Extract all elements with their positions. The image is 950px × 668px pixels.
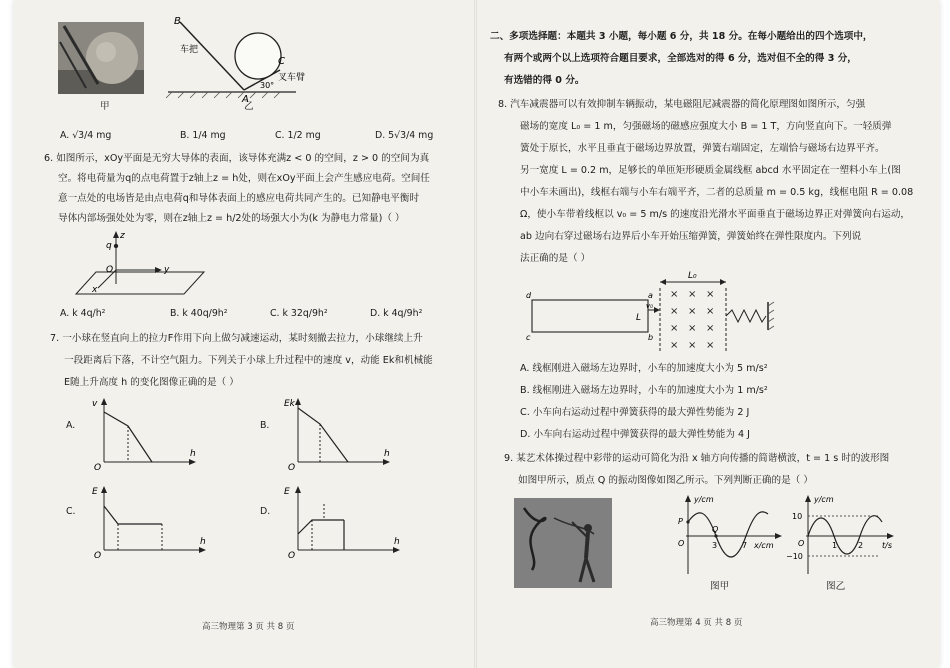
wave-jia-yaxis: y/cm bbox=[694, 495, 714, 504]
q6-label-O: O bbox=[106, 265, 114, 275]
svg-text:×: × bbox=[706, 323, 715, 334]
q8-label-a: a bbox=[648, 291, 653, 300]
q6-line-2: 空。将电荷量为q的点电荷置于z轴上z = h处，则在xOy平面上会产生感应电荷。空间任 bbox=[58, 173, 430, 184]
q8-label-L: L bbox=[636, 313, 642, 323]
q7b-origin: O bbox=[288, 463, 296, 470]
q8-line-5: 中小车未画出)，线框右端与小车右端平齐，二者的总质量 m = 0.5 kg，线框电阻 R = 0.08 bbox=[520, 187, 914, 198]
q8-option-a: A. 线框刚进入磁场左边界时，小车的加速度大小为 5 m/s² bbox=[520, 363, 768, 374]
q7-graph-b-label: B. bbox=[260, 420, 270, 431]
q5-option-b: B. 1/4 mg bbox=[180, 130, 226, 141]
wave-yi-tick-10: 10 bbox=[792, 512, 803, 521]
wave-yi-tick-2: 2 bbox=[858, 541, 864, 550]
q6-option-d: D. k 4q/9h² bbox=[370, 308, 423, 319]
q7a-xaxis: h bbox=[190, 449, 196, 459]
q6-option-b: B. k 40q/9h² bbox=[170, 308, 228, 319]
center-fold bbox=[474, 0, 477, 668]
svg-text:×: × bbox=[688, 306, 697, 317]
wave-yi-xaxis: t/s bbox=[882, 541, 892, 550]
section2-line-2: 有两个或两个以上选项符合题目要求，全部选对的得 6 分，选对但不全的得 3 分， bbox=[504, 53, 857, 64]
wave-yi-caption: 图乙 bbox=[826, 581, 846, 592]
q8-line-7: ab 边向右穿过磁场右边界后小车开始压缩弹簧，弹簧始终在弹性限度内。下列说 bbox=[520, 231, 862, 242]
q8-figure bbox=[520, 266, 780, 356]
svg-text:×: × bbox=[688, 340, 697, 351]
q6-label-z: z bbox=[120, 231, 125, 241]
q6-option-c: C. k 32q/9h² bbox=[270, 308, 328, 319]
q7-graph-d-label: D. bbox=[260, 506, 271, 517]
q8-label-b: b bbox=[648, 333, 654, 342]
q7-graph-a bbox=[90, 396, 200, 470]
wave-figure-jia bbox=[676, 492, 788, 576]
wave-jia-tick-7: 7 bbox=[742, 541, 748, 550]
label-A: A bbox=[242, 94, 249, 102]
wave-yi-O: O bbox=[798, 539, 805, 548]
q6-line-1: 6. 如图所示，xOy平面是无穷大导体的表面，该导体充满z < 0 的空间，z > 0 的空间为真 bbox=[44, 153, 430, 164]
svg-text:×: × bbox=[706, 306, 715, 317]
left-footer: 高三物理第 3 页 共 8 页 bbox=[202, 622, 295, 632]
q7b-yaxis: Ek bbox=[284, 399, 295, 409]
svg-text:×: × bbox=[688, 289, 697, 300]
q6-label-x: x bbox=[92, 285, 98, 295]
svg-text:×: × bbox=[688, 323, 697, 334]
q6-option-a: A. k 4q/h² bbox=[60, 308, 106, 319]
q7-graph-a-label: A. bbox=[66, 420, 76, 431]
gymnast-photo bbox=[514, 498, 612, 588]
q8-option-d: D. 小车向右运动过程中弹簧获得的最大弹性势能为 4 J bbox=[520, 429, 750, 440]
q7-line-1: 7. 一小球在竖直向上的拉力F作用下向上做匀减速运动，某时刻撤去拉力，小球继续上升 bbox=[50, 333, 423, 344]
svg-text:×: × bbox=[670, 306, 679, 317]
q8-line-2: 磁场的宽度 L₀ = 1 m，匀强磁场的磁感应强度大小 B = 1 T，方向竖直向下。一轻质弹 bbox=[520, 121, 892, 132]
wave-yi-tick-neg10: −10 bbox=[786, 552, 803, 561]
q8-label-v0: v₀ bbox=[646, 302, 653, 310]
q7d-xaxis: h bbox=[394, 537, 400, 547]
wave-figure-yi bbox=[786, 492, 898, 576]
q5-option-d: D. 5√3/4 mg bbox=[375, 130, 434, 141]
q7-graph-d bbox=[284, 484, 404, 558]
q7d-origin: O bbox=[288, 551, 296, 558]
q6-label-q: q bbox=[106, 241, 112, 251]
q8-option-c: C. 小车向右运动过程中弹簧获得的最大弹性势能为 2 J bbox=[520, 407, 750, 418]
diagram-yi bbox=[160, 14, 310, 102]
q8-line-1: 8. 汽车减震器可以有效抑制车辆振动，某电磁阻尼减震器的简化原理图如图所示，匀强 bbox=[498, 99, 866, 110]
q7c-xaxis: h bbox=[200, 537, 206, 547]
right-footer: 高三物理第 4 页 共 8 页 bbox=[650, 618, 743, 628]
q8-option-b: B. 线框刚进入磁场左边界时，小车的加速度大小为 1 m/s² bbox=[520, 385, 768, 396]
section2-line-1: 二、多项选择题：本题共 3 小题，每小题 6 分，共 18 分。在每小题给出的四个选项中， bbox=[490, 31, 873, 42]
section2-line-3: 有选错的得 0 分。 bbox=[504, 75, 585, 86]
wave-yi-yaxis: y/cm bbox=[814, 495, 834, 504]
wave-jia-caption: 图甲 bbox=[710, 581, 730, 592]
label-B: B bbox=[174, 16, 181, 27]
q6-label-y: y bbox=[164, 265, 170, 275]
q7a-yaxis: v bbox=[92, 399, 98, 409]
q7-graph-c-label: C. bbox=[66, 506, 76, 517]
q7c-yaxis: E bbox=[92, 487, 98, 497]
q7-graph-b bbox=[284, 396, 394, 470]
q7-graph-c bbox=[90, 484, 210, 558]
q6-line-4: 导体内部场强处处为零，则在z轴上z = h/2处的场强大小为(k 为静电力常量)（ ） bbox=[58, 213, 405, 224]
label-chebar: 车把 bbox=[180, 45, 199, 55]
q7b-xaxis: h bbox=[384, 449, 390, 459]
wave-jia-tick-3: 3 bbox=[712, 541, 718, 550]
q8-label-L0: L₀ bbox=[688, 271, 697, 281]
q7d-yaxis: E bbox=[284, 487, 290, 497]
q7a-origin: O bbox=[94, 463, 102, 470]
q8-line-4: 另一宽度 L = 0.2 m，足够长的单匝矩形硬质金属线框 abcd 水平固定在一塑料小车上(图 bbox=[520, 165, 901, 176]
q8-label-d: d bbox=[526, 291, 532, 300]
q6-line-3: 意一点处的电场皆是由点电荷q和导体表面上的感应电荷共同产生的。已知静电平衡时 bbox=[58, 193, 420, 204]
q7c-origin: O bbox=[94, 551, 102, 558]
wave-yi-tick-1: 1 bbox=[832, 541, 838, 550]
label-yi: 乙 bbox=[244, 101, 254, 112]
left-page bbox=[30, 0, 470, 668]
q6-figure bbox=[70, 228, 210, 300]
svg-text:×: × bbox=[706, 289, 715, 300]
photo-jia bbox=[58, 22, 144, 94]
wave-jia-xaxis: x/cm bbox=[754, 541, 774, 550]
q5-option-c: C. 1/2 mg bbox=[275, 130, 321, 141]
svg-text:×: × bbox=[670, 323, 679, 334]
label-jia: 甲 bbox=[100, 101, 110, 112]
right-page bbox=[490, 0, 930, 668]
q8-line-8: 法正确的是（ ） bbox=[520, 253, 591, 264]
gymnast-drawing bbox=[514, 498, 612, 588]
svg-text:×: × bbox=[706, 340, 715, 351]
q8-label-c: c bbox=[526, 333, 531, 342]
wave-jia-P: P bbox=[678, 517, 683, 526]
wave-jia-Q: Q bbox=[712, 525, 719, 534]
q7-line-2: 一段距离后下落，不计空气阻力。下列关于小球上升过程中的速度 v，动能 Ek和机械能 bbox=[64, 355, 433, 366]
svg-text:×: × bbox=[670, 340, 679, 351]
label-angle: 30° bbox=[260, 81, 275, 90]
label-arm: 叉车臂 bbox=[278, 73, 306, 83]
q9-line-1: 9. 某艺术体操过程中彩带的运动可简化为沿 x 轴方向传播的简谐横波，t = 1 s 时的波形图 bbox=[504, 453, 890, 464]
q8-line-3: 簧处于原长，水平且垂直于磁场边界放置，弹簧右端固定，左端恰与磁场右边界平齐。 bbox=[520, 143, 885, 154]
q7-line-3: E随上升高度 h 的变化图像正确的是（ ） bbox=[64, 377, 239, 388]
wave-jia-O: O bbox=[678, 539, 685, 548]
q9-line-2: 如图甲所示，质点 Q 的振动图像如图乙所示。下列判断正确的是（ ） bbox=[518, 475, 813, 486]
q8-line-6: Ω，使小车带着线框以 v₀ = 5 m/s 的速度沿光滑水平面垂直于磁场边界正对弹簧向右运动， bbox=[520, 209, 911, 220]
label-C: C bbox=[278, 56, 285, 67]
photo-jia-drawing bbox=[58, 22, 144, 94]
magnetic-field-crosses bbox=[670, 289, 714, 351]
q5-option-a: A. √3/4 mg bbox=[60, 130, 112, 141]
svg-text:×: × bbox=[670, 289, 679, 300]
